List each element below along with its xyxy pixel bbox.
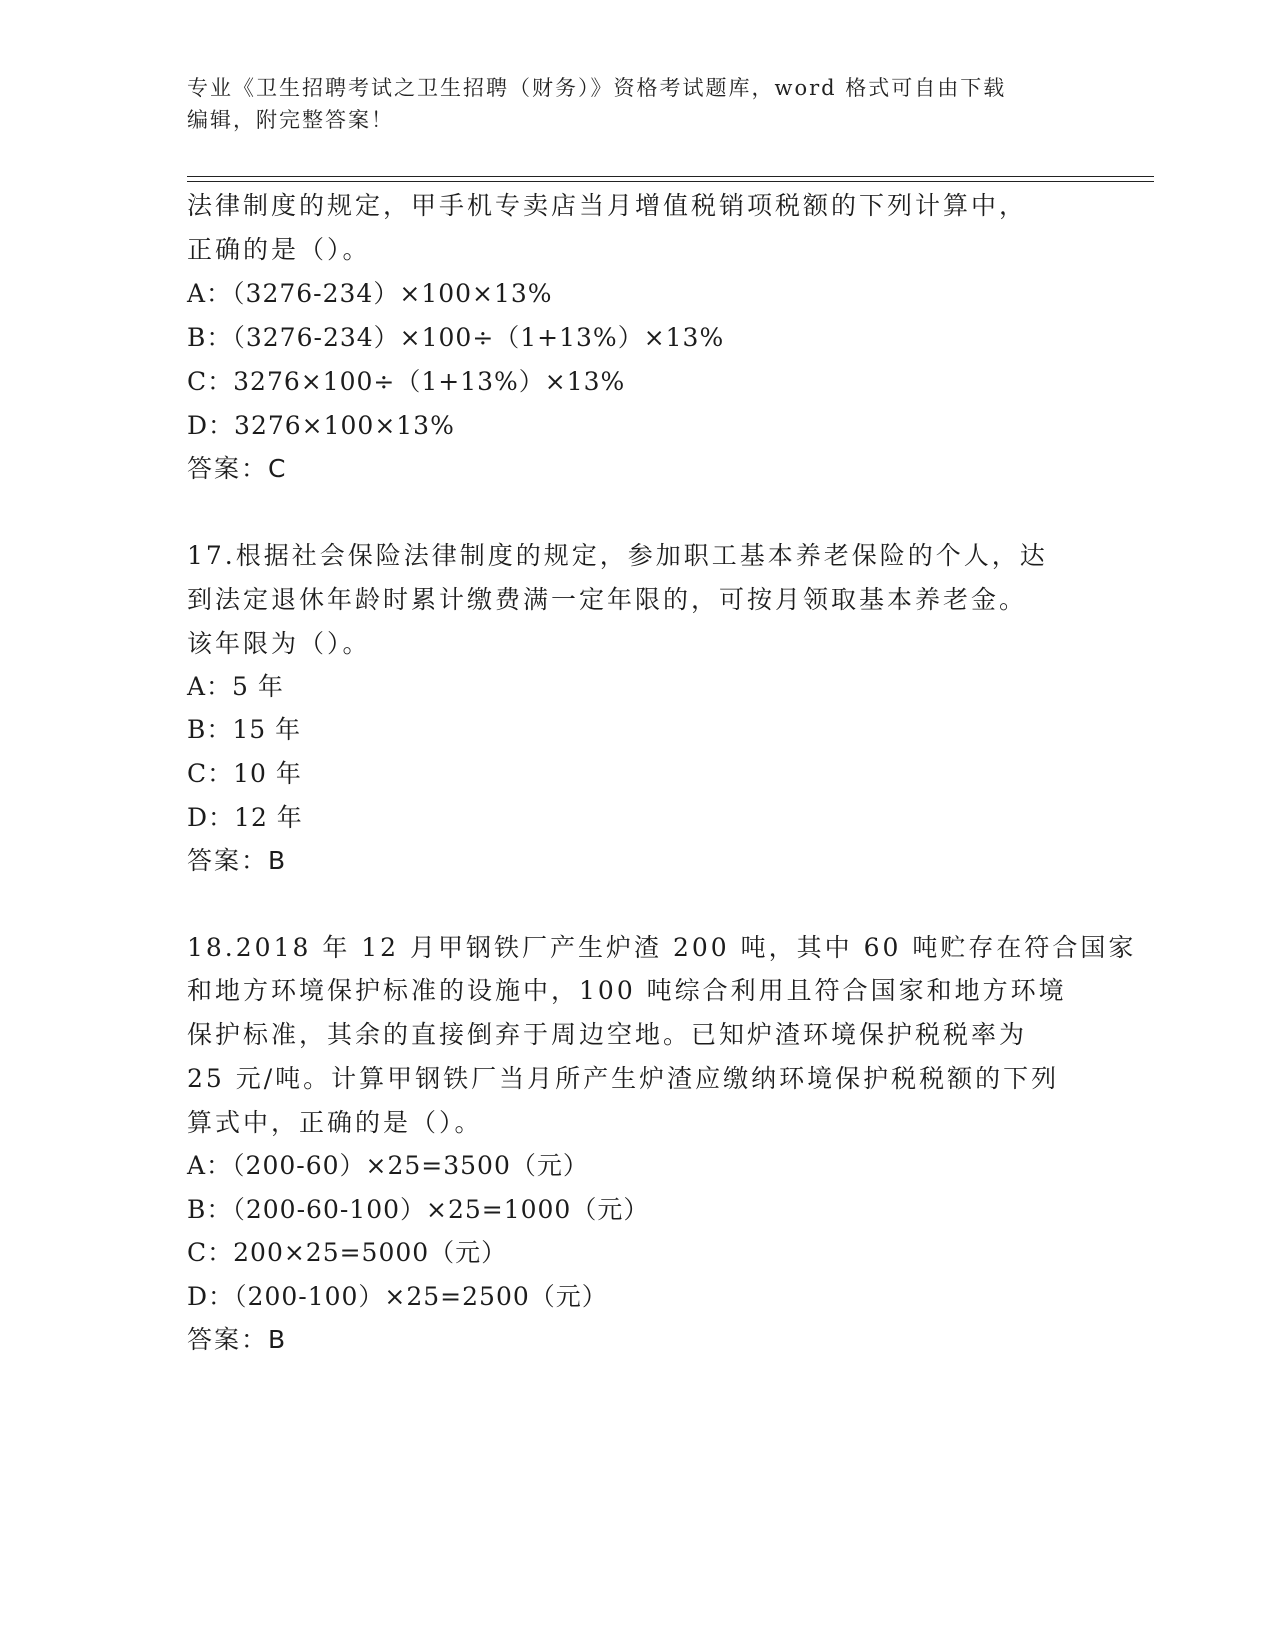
header-divider-bottom [187,181,1154,182]
option-d: D：（200-100）×25=2500（元） [187,1282,608,1311]
question-stem-line: 和地方环境保护标准的设施中，100 吨综合利用且符合国家和地方环境 [187,976,1067,1005]
option-a: A：（200-60）×25=3500（元） [187,1151,589,1180]
header-line-1: 专业《卫生招聘考试之卫生招聘（财务）》资格考试题库，word 格式可自由下载 [187,76,1007,100]
question-stem-line: 正确的是（）。 [187,235,371,264]
option-c: C：10 年 [187,759,302,788]
header-divider-top [187,176,1154,177]
option-c: C：3276×100÷（1+13%）×13% [187,367,626,396]
option-a: A：5 年 [187,672,284,701]
option-b: B：（3276-234）×100÷（1+13%）×13% [187,323,725,352]
question-stem-line: 该年限为（）。 [187,629,371,658]
answer-label: 答案：B [187,846,288,875]
header-line-2: 编辑，附完整答案！ [187,108,394,132]
option-b: B：15 年 [187,715,302,744]
option-a: A：（3276-234）×100×13% [187,279,553,308]
page-header [187,72,1067,136]
question-stem-line: 到法定退休年龄时累计缴费满一定年限的，可按月领取基本养老金。 [187,585,1028,614]
question-stem-line: 18.2018 年 12 月甲钢铁厂产生炉渣 200 吨，其中 60 吨贮存在符合国家 [187,933,1137,962]
option-b: B：（200-60-100）×25=1000（元） [187,1195,650,1224]
answer-label: 答案：B [187,1325,288,1354]
question-stem-line: 保护标准，其余的直接倒弃于周边空地。已知炉渣环境保护税税率为 [187,1020,1028,1049]
option-d: D：12 年 [187,803,303,832]
question-stem-line: 25 元/吨。计算甲钢铁厂当月所产生炉渣应缴纳环境保护税税额的下列 [187,1064,1060,1093]
question-stem-line: 法律制度的规定，甲手机专卖店当月增值税销项税额的下列计算中， [187,191,1028,220]
option-c: C：200×25=5000（元） [187,1238,508,1267]
option-d: D：3276×100×13% [187,411,455,440]
question-stem-line: 17.根据社会保险法律制度的规定，参加职工基本养老保险的个人，达 [187,541,1048,570]
answer-label: 答案：C [187,454,288,483]
question-stem-line: 算式中，正确的是（）。 [187,1108,483,1137]
